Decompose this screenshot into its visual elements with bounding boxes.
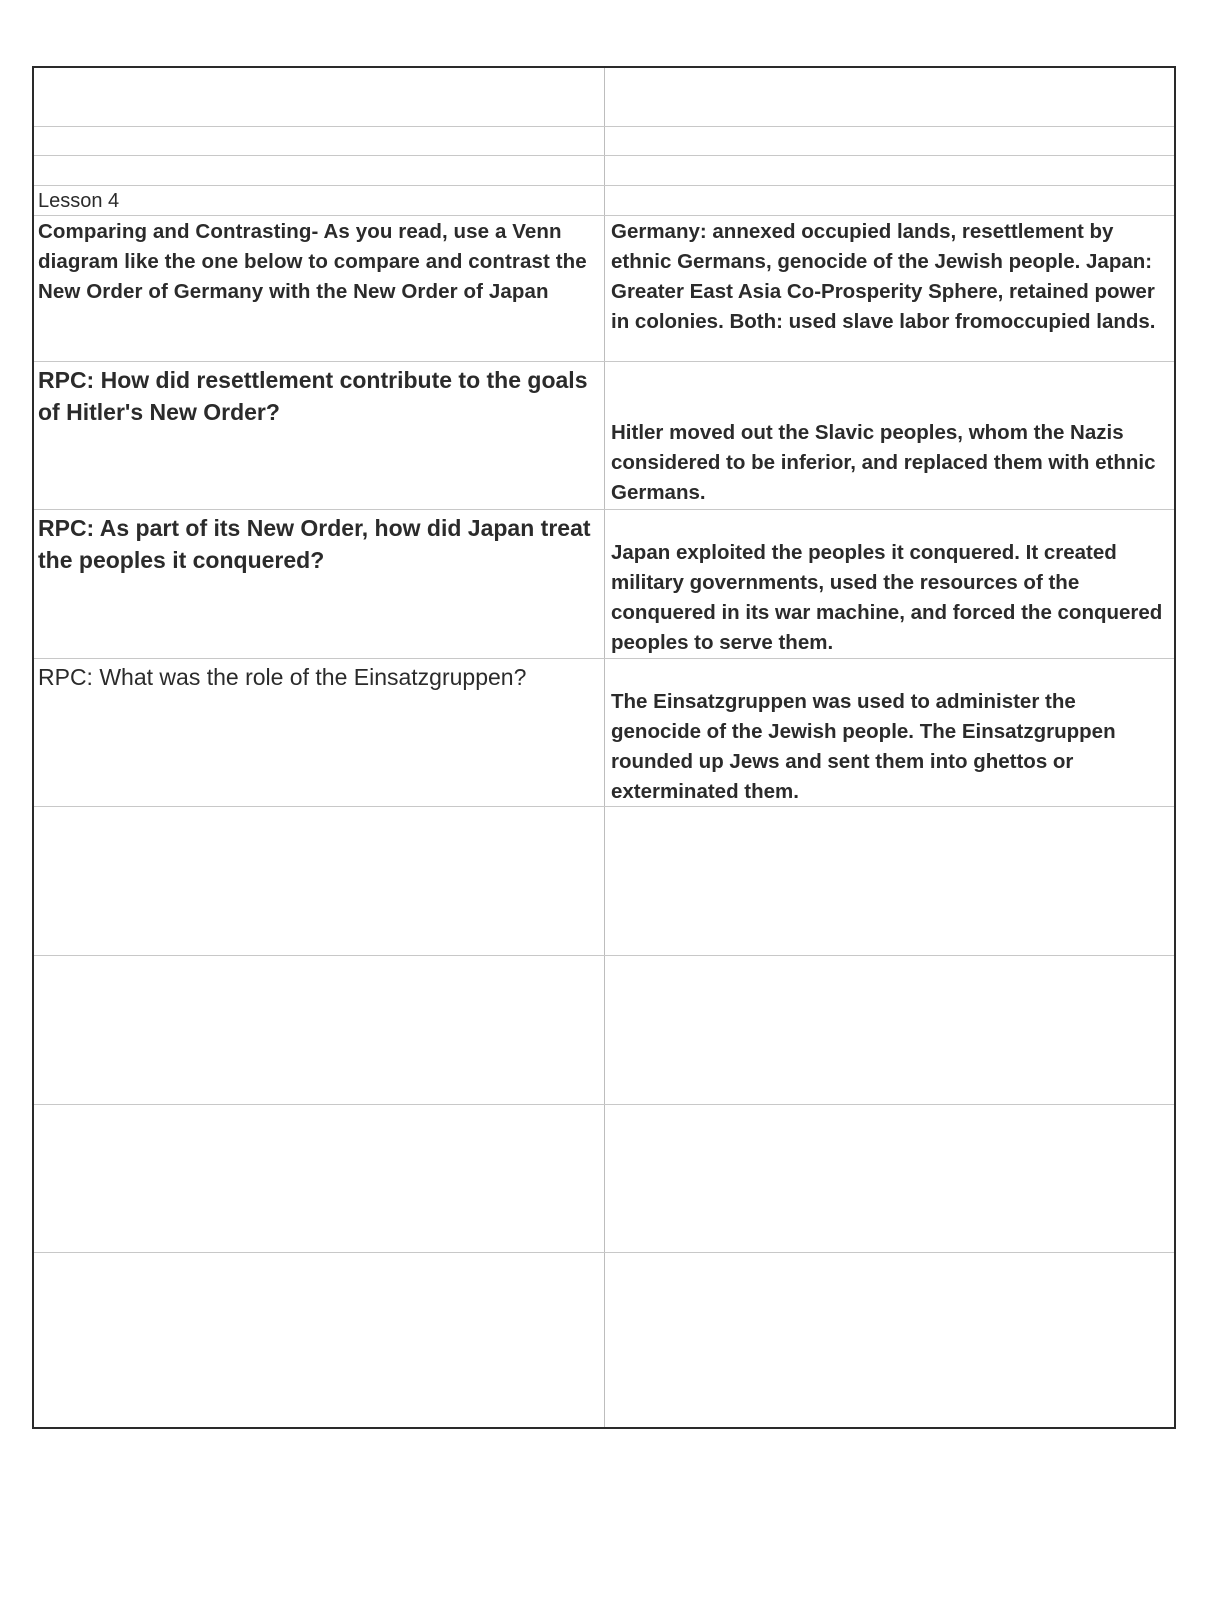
lesson-label: Lesson 4	[38, 190, 120, 212]
question-row	[34, 361, 1174, 509]
answer-resettlement: Hitler moved out the Slavic peoples, whom the Nazis considered to be inferior, and replaced them with ethnic Germans.	[611, 421, 1156, 504]
answer-cell	[605, 216, 1174, 361]
empty-row	[34, 955, 1174, 1104]
question-einsatzgruppen: RPC: What was the role of the Einsatzgruppen?	[38, 664, 527, 690]
empty-row	[34, 126, 1174, 155]
column-divider	[604, 807, 605, 955]
answer-einsatzgruppen: The Einsatzgruppen was used to administer the genocide of the Jewish people. The Einsatzgruppen rounded up Jews and sent them into ghettos or exterminated them.	[611, 690, 1116, 803]
empty-row	[34, 155, 1174, 185]
column-divider	[604, 127, 605, 155]
comparison-prompt: Comparing and Contrasting- As you read, use a Venn diagram like the one below to compare and contrast the New Order of Germany with the New Order of Japan	[38, 220, 587, 303]
lesson-cell	[34, 186, 604, 215]
question-cell	[34, 510, 604, 658]
worksheet-table	[32, 66, 1176, 1429]
question-resettlement: RPC: How did resettlement contribute to the goals of Hitler's New Order?	[38, 367, 588, 425]
question-row	[34, 509, 1174, 658]
empty-row	[34, 1252, 1174, 1427]
question-japan: RPC: As part of its New Order, how did Japan treat the peoples it conquered?	[38, 515, 591, 573]
question-row	[34, 658, 1174, 806]
column-divider	[604, 68, 605, 126]
prompt-cell	[34, 216, 604, 361]
comparison-row	[34, 215, 1174, 361]
answer-japan: Japan exploited the peoples it conquered. It created military governments, used the resources of the conquered in its war machine, and forced the conquered peoples to serve them.	[611, 541, 1163, 654]
empty-row	[34, 1104, 1174, 1252]
answer-cell	[605, 659, 1174, 806]
answer-cell	[605, 362, 1174, 509]
column-divider	[604, 1253, 605, 1427]
answer-cell	[605, 510, 1174, 658]
column-divider	[604, 1105, 605, 1252]
column-divider	[604, 186, 605, 215]
empty-row	[34, 806, 1174, 955]
question-cell	[34, 659, 604, 806]
lesson-row	[34, 185, 1174, 215]
column-divider	[604, 956, 605, 1104]
comparison-answer: Germany: annexed occupied lands, resettlement by ethnic Germans, genocide of the Jewish people. Japan: Greater East Asia Co-Prosperity Sphere, retained power in colonies. Both: used slave labor fromoccupied lands.	[611, 220, 1156, 333]
question-cell	[34, 362, 604, 509]
column-divider	[604, 156, 605, 185]
empty-row	[34, 68, 1174, 126]
